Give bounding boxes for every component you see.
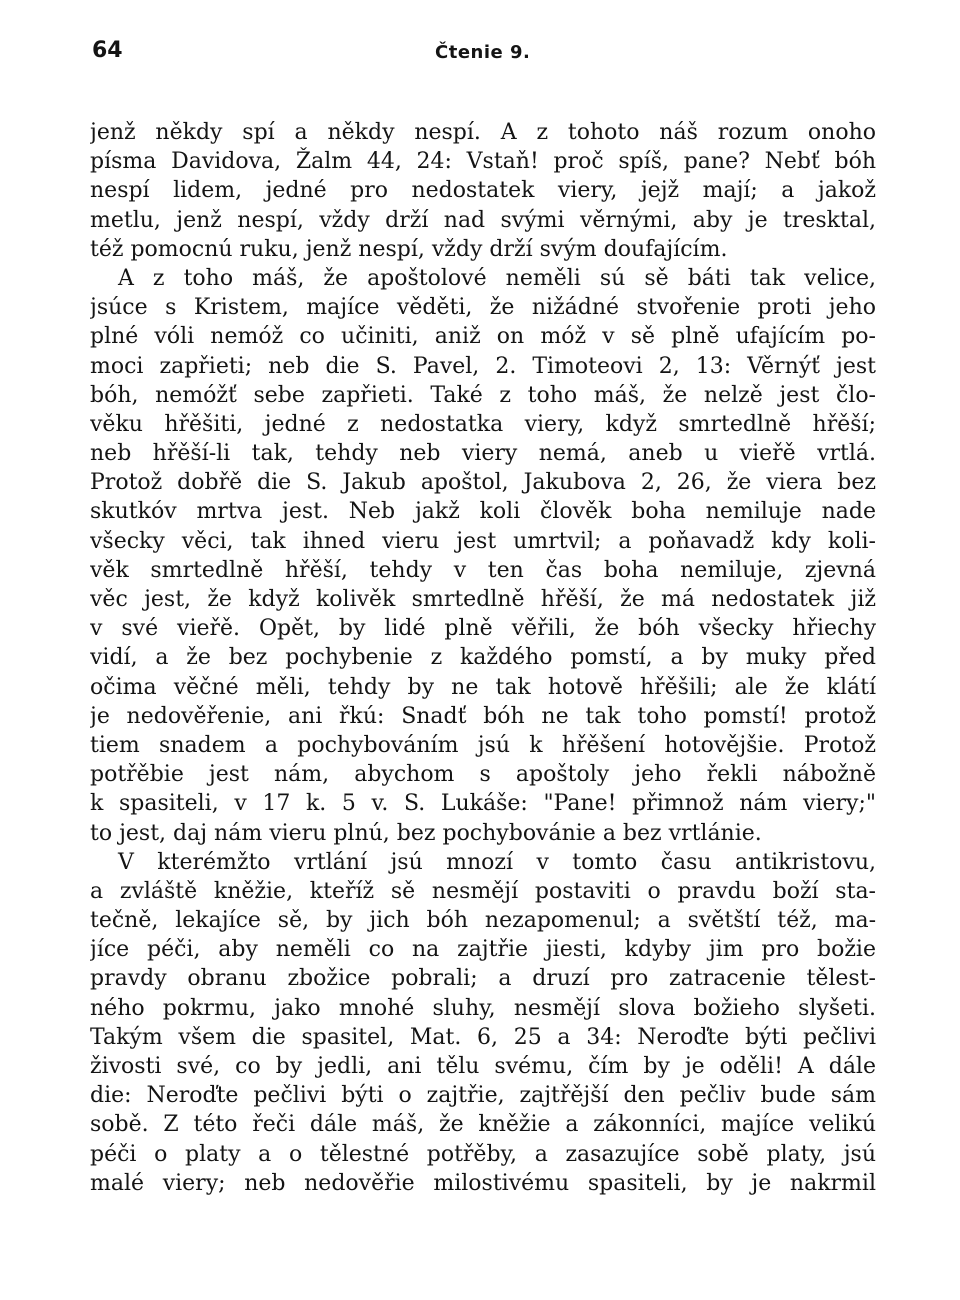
text-line: ného pokrmu, jako mnohé sluhy, nesmějí slova božieho slyšeti. [90, 995, 876, 1021]
text-line: to jest, daj nám vieru plnú, bez pochybovánie a bez vrtlánie. [90, 820, 762, 846]
text-line: jíce péči, aby neměli co na zajtřie jiesti, kdyby jim pro božie [90, 937, 876, 963]
text-line: bóh, nemóžť sebe zapřieti. Také z toho máš, že nelzě jest člo- [90, 382, 876, 408]
text-line: k spasiteli, v 17 k. 5 v. S. Lukáše: "Pane! přimnož nám viery;" [90, 791, 876, 817]
text-line: metlu, jenž nespí, vždy drží nad svými věrnými, aby je tresktal, [90, 207, 876, 233]
text-line: věc jest, že když kolivěk smrtedlně hřěší, že má nedostatek již [90, 587, 876, 612]
text-line: neb hřěší-li tak, tehdy neb viery nemá, aneb u vieřě vrtlá. [90, 441, 876, 467]
text-line: malé viery; neb nedověřie milostivému spasiteli, by je nakrmil [90, 1170, 876, 1196]
text-line: též pomocnú ruku, jenž nespí, vždy drží svým doufajícím. [90, 236, 728, 262]
text-line: jsúce s Kristem, majíce věděti, že nižádné stvořenie proti jeho [90, 295, 876, 321]
paragraph-start-line: A z toho máš, že apoštolové neměli sú sě báti tak velice, [118, 265, 876, 291]
text-line: nespí lidem, jedné pro nedostatek viery, jejž mají; a jakož [90, 178, 876, 204]
text-line: tečně, lekajíce sě, by jich bóh nezapomenul; a světští též, ma- [90, 908, 876, 934]
text-line: potřěbie jest nám, abychom s apoštoly jeho řekli nábožně [90, 762, 876, 788]
text-line: jenž někdy spí a někdy nespí. A z tohoto náš rozum onoho [90, 120, 876, 145]
text-line: péči o platy a o tělestné potřěby, a zasazujíce sobě platy, jsú [90, 1141, 876, 1167]
paragraph-start-line: V kterémžto vrtlání jsú mnozí v tomto času antikristovu, [118, 849, 876, 875]
text-line: sobě. Z této řeči dále máš, že kněžie a zákonníci, majíce velikú [90, 1112, 876, 1138]
text-line: skutkóv mrtva jest. Neb jakž koli člověk boha nemiluje nade [90, 499, 876, 525]
text-line: očima věčné měli, tehdy by ne tak hotově hřěšili; ale že klátí [90, 674, 876, 700]
text-line: moci zapřieti; neb die S. Pavel, 2. Timoteovi 2, 13: Věrnýť jest [90, 353, 876, 379]
text-line: plné vóli nemóž co učiniti, aniž on móž v sě plně ufajícím po- [90, 324, 876, 350]
text-line: je nedověřenie, ani řkú: Snadť bóh ne tak toho pomstí! protož [90, 703, 876, 729]
running-head [92, 38, 878, 72]
text-line: tiem snadem a pochybováním jsú k hřěšení hotovějšie. Protož [90, 732, 876, 758]
text-line: pravdy obranu zbožice pobrali; a druzí pro zatracenie tělest- [90, 966, 876, 992]
page-number: 64 [92, 38, 123, 63]
text-line: živosti své, co by jedli, ani tělu svému, čím by je oděli! A dále [90, 1054, 876, 1079]
text-line: písma Davidova, Žalm 44, 24: Vstaň! proč spíš, pane? Nebť bóh [90, 149, 876, 175]
text-line: Takým všem die spasitel, Mat. 6, 25 a 34: Neroďte býti pečlivi [90, 1024, 876, 1050]
text-line: všecky věci, tak ihned vieru jest umrtvil; a poňavadž kdy koli- [90, 528, 876, 554]
chapter-title: Čtenie 9. [435, 42, 531, 63]
text-line: Protož dobřě die S. Jakub apoštol, Jakubova 2, 26, že viera bez [90, 470, 876, 496]
body-text [90, 118, 876, 1198]
text-line: a zvláště kněžie, kteříž sě nesmějí postaviti o pravdu boží sta- [90, 878, 876, 904]
text-line: v své vieřě. Opět, by lidé plně věřili, že bóh všecky hřiechy [90, 616, 876, 642]
text-line: vidí, a že bez pochybenie z každého pomstí, a by muky před [90, 645, 876, 671]
text-line: die: Neroďte pečlivi býti o zajtřie, zajtřější den pečliv bude sám [90, 1083, 876, 1109]
text-line: věku hřěšiti, jedné z nedostatka viery, když smrtedlně hřěší; [90, 411, 876, 437]
text-line: věk smrtedlně hřěší, tehdy v ten čas boha nemiluje, zjevná [90, 557, 876, 583]
